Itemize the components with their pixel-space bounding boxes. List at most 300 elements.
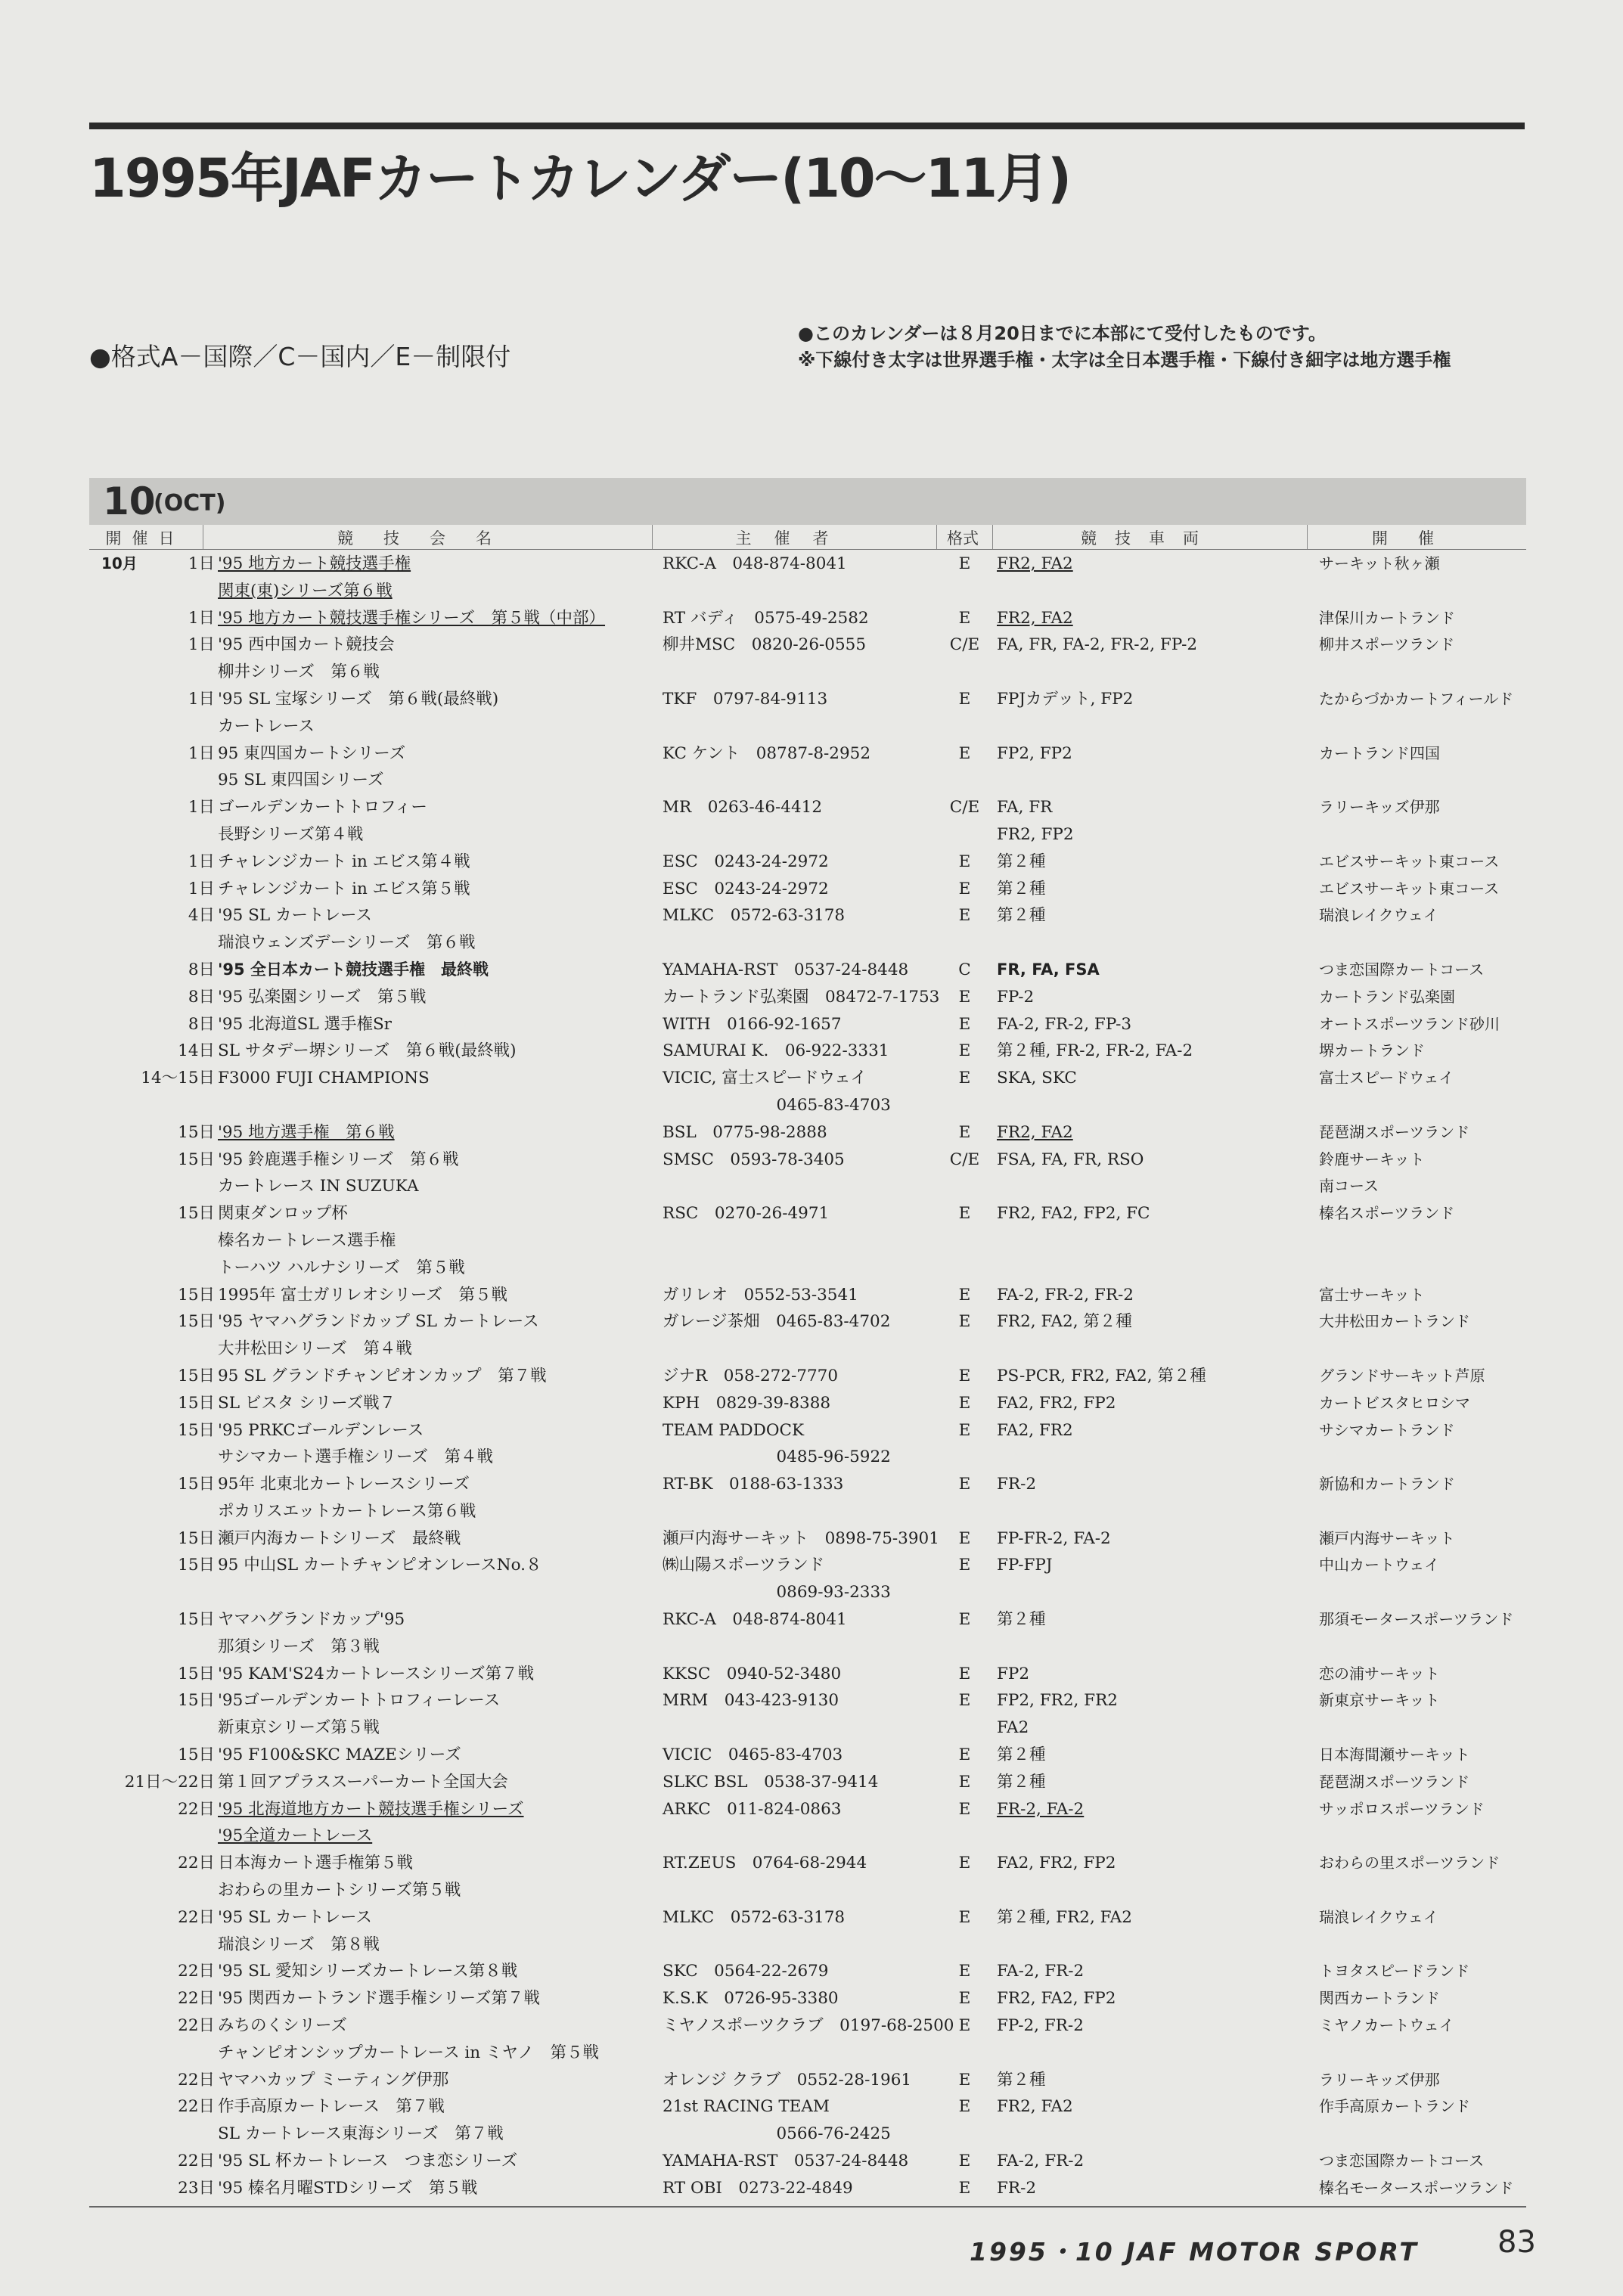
cell-venue: 富士サーキット	[1319, 1285, 1425, 1304]
table-row	[89, 2093, 1526, 2121]
table-row	[89, 794, 1526, 821]
cell-format: E	[958, 608, 971, 628]
col-vehicle: 競技車両	[1081, 529, 1217, 548]
cell-vehicle: 第２種	[997, 879, 1046, 898]
cell-event-name: トーハツ ハルナシリーズ 第５戦	[218, 1258, 465, 1277]
table-row	[89, 2040, 1526, 2067]
table-row	[89, 1552, 1526, 1579]
cell-organizer: YAMAHA-RST 0537-24-8448	[663, 2152, 909, 2171]
cell-event-name: SL サタデー堺シリーズ 第６戦(最終戦)	[218, 1041, 517, 1061]
cell-vehicle: FR2, FA2	[997, 1122, 1073, 1142]
cell-vehicle: FSA, FA, FR, RSO	[997, 1150, 1144, 1169]
cell-date: 22日	[178, 2097, 215, 2117]
cell-venue: 琵琶湖スポーツランド	[1319, 1772, 1470, 1791]
month-number: 10	[103, 479, 156, 523]
cell-organizer: MRM 043-423-9130	[663, 1691, 839, 1711]
cell-venue: ラリーキッズ伊那	[1319, 798, 1440, 817]
table-row	[89, 1038, 1526, 1065]
table-row	[89, 1525, 1526, 1553]
cell-date: 21日〜22日	[124, 1772, 215, 1792]
table-row	[89, 578, 1526, 605]
cell-event-name: 95年 北東北カートレースシリーズ	[218, 1475, 470, 1494]
format-legend: ●格式A－国際／C－国内／E－制限付	[89, 342, 511, 371]
cell-format: E	[958, 1962, 971, 1981]
table-row	[89, 929, 1526, 957]
table-row	[89, 984, 1526, 1011]
cell-format: C/E	[949, 635, 980, 655]
cell-date: 8日	[188, 960, 215, 979]
table-row	[89, 1661, 1526, 1688]
col-venue: 開催	[1372, 529, 1464, 548]
cell-organizer: RT OBI 0273-22-4849	[663, 2178, 853, 2198]
cell-venue: トヨタスピードランド	[1319, 1962, 1470, 1981]
table-row	[89, 1606, 1526, 1634]
cell-event-name: 榛名カートレース選手権	[218, 1230, 396, 1250]
cell-date: 14〜15日	[141, 1069, 215, 1088]
cell-date: 15日	[178, 1366, 215, 1385]
cell-date: 8日	[188, 987, 215, 1007]
cell-format: E	[958, 2097, 971, 2117]
cell-organizer: 0465-83-4703	[663, 1095, 891, 1115]
cell-date: 1日	[188, 554, 215, 573]
cell-date: 22日	[178, 2070, 215, 2090]
cell-organizer: SAMURAI K. 06-922-3331	[663, 1041, 889, 1061]
cell-date: 15日	[178, 1475, 215, 1494]
cell-date: 22日	[178, 1962, 215, 1981]
month-header	[89, 478, 1526, 525]
table-row	[89, 1823, 1526, 1850]
cell-format: E	[958, 1907, 971, 1927]
cell-vehicle: FA, FR, FA-2, FR-2, FP-2	[997, 635, 1198, 655]
cell-date: 15日	[178, 1745, 215, 1765]
cell-event-name: おわらの里カートシリーズ第５戦	[218, 1881, 461, 1900]
cell-organizer: WITH 0166-92-1657	[663, 1014, 842, 1034]
cell-format: E	[958, 743, 971, 763]
cell-venue: おわらの里スポーツランド	[1319, 1854, 1500, 1872]
note-line: ●このカレンダーは８月20日までに本部にて受付したものです。	[798, 323, 1327, 344]
cell-vehicle: FP-FPJ	[997, 1556, 1053, 1575]
cell-event-name: 95 SL グランドチャンピオンカップ 第７戦	[218, 1366, 547, 1385]
cell-organizer: RKC-A 048-874-8041	[663, 554, 847, 573]
cell-date: 15日	[178, 1528, 215, 1548]
cell-organizer: 0566-76-2425	[663, 2124, 891, 2144]
cell-format: E	[958, 1745, 971, 1765]
cell-event-name: 作手高原カートレース 第７戦	[218, 2097, 445, 2117]
cell-venue: サッポロスポーツランド	[1319, 1799, 1485, 1818]
cell-format: E	[958, 1854, 971, 1873]
cell-organizer: 0869-93-2333	[663, 1583, 891, 1603]
cell-format: E	[958, 1610, 971, 1630]
cell-date: 22日	[178, 2152, 215, 2171]
table-row	[89, 1444, 1526, 1471]
table-row	[89, 1931, 1526, 1959]
cell-vehicle: 第２種	[997, 1745, 1046, 1765]
cell-vehicle: FA2, FR2, FP2	[997, 1393, 1116, 1413]
cell-vehicle: FR2, FP2	[997, 824, 1074, 844]
cell-event-name: '95 榛名月曜STDシリーズ 第５戦	[218, 2178, 478, 2198]
cell-venue: エビスサーキット東コース	[1319, 852, 1500, 870]
cell-vehicle: SKA, SKC	[997, 1069, 1077, 1088]
cell-event-name: '95 地方カート競技選手権	[218, 554, 411, 573]
cell-venue: 関西カートランド	[1319, 1989, 1440, 2008]
cell-venue: 琵琶湖スポーツランド	[1319, 1122, 1470, 1141]
cell-organizer: YAMAHA-RST 0537-24-8448	[663, 960, 909, 979]
cell-vehicle: FP-2	[997, 987, 1035, 1007]
cell-format: E	[958, 1799, 971, 1819]
cell-date: 1日	[188, 608, 215, 628]
table-row	[89, 2012, 1526, 2040]
cell-organizer: 瀬戸内海サーキット 0898-75-3901	[663, 1528, 939, 1548]
table-row	[89, 1065, 1526, 1092]
table-row	[89, 551, 1526, 578]
cell-event-name: 1995年 富士ガリレオシリーズ 第５戦	[218, 1285, 507, 1305]
cell-date: 15日	[178, 1393, 215, 1413]
col-event: 競技会名	[337, 529, 522, 548]
cell-event-name: チャレンジカート in エビス第４戦	[218, 852, 470, 871]
cell-vehicle: 第２種, FR2, FA2	[997, 1907, 1132, 1927]
table-row	[89, 1850, 1526, 1877]
cell-event-name: 柳井シリーズ 第６戦	[218, 662, 380, 682]
cell-vehicle: FP2, FR2, FR2	[997, 1691, 1118, 1711]
cell-vehicle: FR2, FA2	[997, 554, 1073, 573]
cell-date: 15日	[178, 1664, 215, 1683]
cell-event-name: '95 KAM'S24カートレースシリーズ第７戦	[218, 1664, 535, 1683]
cell-event-name: '95 鈴鹿選手権シリーズ 第６戦	[218, 1150, 459, 1169]
table-row	[89, 2148, 1526, 2175]
table-row	[89, 1634, 1526, 1661]
cell-vehicle: 第２種	[997, 1610, 1046, 1630]
cell-event-name: 日本海カート選手権第５戦	[218, 1854, 414, 1873]
cell-vehicle: 第２種	[997, 852, 1046, 871]
cell-organizer: SMSC 0593-78-3405	[663, 1150, 845, 1169]
cell-event-name: ポカリスエットカートレース第６戦	[218, 1501, 476, 1521]
cell-venue: 新東京サーキット	[1319, 1691, 1440, 1710]
cell-format: E	[958, 1528, 971, 1548]
cell-vehicle: 第２種, FR-2, FR-2, FA-2	[997, 1041, 1193, 1061]
cell-venue: 榛名スポーツランド	[1319, 1204, 1455, 1223]
cell-event-name: チャレンジカート in エビス第５戦	[218, 879, 470, 898]
cell-event-name: 長野シリーズ第４戦	[218, 824, 364, 844]
cell-organizer: RT-BK 0188-63-1333	[663, 1475, 844, 1494]
cell-date: 15日	[178, 1204, 215, 1224]
cell-organizer: BSL 0775-98-2888	[663, 1122, 827, 1142]
cell-event-name: 瑞浪シリーズ 第８戦	[218, 1935, 380, 1954]
cell-organizer: VICIC 0465-83-4703	[663, 1745, 843, 1765]
cell-date: 14日	[178, 1041, 215, 1061]
cell-venue: 作手高原カートランド	[1319, 2097, 1470, 2116]
cell-format: E	[958, 906, 971, 926]
cell-venue: 柳井スポーツランド	[1319, 635, 1455, 654]
cell-date: 8日	[188, 1014, 215, 1034]
cell-date: 4日	[188, 906, 215, 926]
table-row	[89, 876, 1526, 903]
cell-vehicle: 第２種	[997, 906, 1046, 926]
cell-format: E	[958, 1122, 971, 1142]
cell-event-name: '95 地方選手権 第６戦	[218, 1122, 395, 1142]
cell-vehicle: FR2, FA2, 第２種	[997, 1312, 1132, 1332]
cell-date: 22日	[178, 1907, 215, 1927]
table-row	[89, 605, 1526, 632]
table-row	[89, 1227, 1526, 1255]
cell-event-name: '95 SL カートレース	[218, 906, 372, 926]
cell-format: E	[958, 1393, 971, 1413]
cell-event-name: '95 北海道SL 選手権Sr	[218, 1014, 392, 1034]
table-row	[89, 1687, 1526, 1714]
cell-venue: 鈴鹿サーキット	[1319, 1150, 1425, 1168]
cell-vehicle: FA2, FR2, FP2	[997, 1854, 1116, 1873]
cell-format: E	[958, 2070, 971, 2090]
cell-date: 15日	[178, 1312, 215, 1332]
col-divider	[936, 525, 937, 549]
cell-organizer: ガレージ茶畑 0465-83-4702	[663, 1312, 891, 1332]
cell-organizer: RT バディ 0575-49-2582	[663, 608, 869, 628]
cell-date: 1日	[188, 798, 215, 818]
cell-organizer: RSC 0270-26-4971	[663, 1204, 830, 1224]
cell-date: 15日	[178, 1610, 215, 1630]
cell-event-name: カートレース IN SUZUKA	[218, 1177, 419, 1196]
cell-event-name: F3000 FUJI CHAMPIONS	[218, 1069, 430, 1088]
cell-format: E	[958, 689, 971, 709]
cell-format: E	[958, 1691, 971, 1711]
cell-event-name: '95 関西カートランド選手権シリーズ第７戦	[218, 1989, 541, 2009]
cell-vehicle: FP-2, FR-2	[997, 2016, 1084, 2036]
cell-vehicle: FP-FR-2, FA-2	[997, 1528, 1111, 1548]
cell-vehicle: FA2	[997, 1718, 1029, 1738]
cell-venue: 瀬戸内海サーキット	[1319, 1528, 1455, 1547]
table-row	[89, 2175, 1526, 2202]
cell-format: E	[958, 2152, 971, 2171]
cell-event-name: ヤマハグランドカップ'95	[218, 1610, 405, 1630]
cell-date: 1日	[188, 852, 215, 871]
cell-vehicle: PS-PCR, FR2, FA2, 第２種	[997, 1366, 1206, 1385]
cell-date: 1日	[188, 879, 215, 898]
cell-organizer: TKF 0797-84-9113	[663, 689, 828, 709]
table-row	[89, 1255, 1526, 1282]
cell-organizer: MR 0263-46-4412	[663, 798, 823, 818]
cell-vehicle: FA, FR	[997, 798, 1053, 818]
table-row	[89, 1958, 1526, 1985]
table-row	[89, 1200, 1526, 1227]
cell-date: 15日	[178, 1285, 215, 1305]
cell-vehicle: FR-2	[997, 2178, 1037, 2198]
cell-format: E	[958, 2016, 971, 2036]
cell-format: E	[958, 1312, 971, 1332]
column-header-row	[89, 525, 1526, 550]
cell-vehicle: FR2, FA2, FP2, FC	[997, 1204, 1150, 1224]
table-row	[89, 1282, 1526, 1309]
cell-vehicle: FPJカデット, FP2	[997, 689, 1134, 709]
cell-event-name: サシマカート選手権シリーズ 第４戦	[218, 1447, 493, 1467]
cell-event-name: みちのくシリーズ	[218, 2016, 347, 2036]
cell-venue: 日本海間瀬サーキット	[1319, 1745, 1470, 1764]
cell-format: E	[958, 1204, 971, 1224]
cell-venue: つま恋国際カートコース	[1319, 2152, 1485, 2170]
cell-format: E	[958, 852, 971, 871]
cell-event-name: 95 東四国カートシリーズ	[218, 743, 406, 763]
cell-format: E	[958, 1420, 971, 1440]
cell-event-name: チャンピオンシップカートレース in ミヤノ 第５戦	[218, 2043, 600, 2062]
table-row	[89, 631, 1526, 659]
cell-venue: オートスポーツランド砂川	[1319, 1014, 1500, 1033]
cell-event-name: 大井松田シリーズ 第４戦	[218, 1339, 412, 1359]
table-row	[89, 713, 1526, 740]
cell-format: E	[958, 1664, 971, 1683]
cell-organizer: TEAM PADDOCK	[663, 1420, 805, 1440]
cell-venue: つま恋国際カートコース	[1319, 960, 1485, 979]
cell-vehicle: FA2, FR2	[997, 1420, 1073, 1440]
cell-event-name: '95全道カートレース	[218, 1826, 373, 1846]
table-row	[89, 2067, 1526, 2094]
cell-month: 10月	[101, 554, 138, 572]
cell-event-name: 関東(東)シリーズ第６戦	[218, 581, 393, 600]
cell-vehicle: FA-2, FR-2, FR-2	[997, 1285, 1134, 1305]
cell-venue: 津保川カートランド	[1319, 608, 1455, 627]
cell-organizer: KKSC 0940-52-3480	[663, 1664, 842, 1683]
cell-event-name: '95ゴールデンカートトロフィーレース	[218, 1691, 501, 1711]
cell-event-name: '95 SL カートレース	[218, 1907, 372, 1927]
notes-block	[798, 321, 1451, 374]
cell-date: 22日	[178, 2016, 215, 2036]
cell-event-name: '95 SL 愛知シリーズカートレース第８戦	[218, 1962, 518, 1981]
cell-date: 1日	[188, 743, 215, 763]
table-row	[89, 1769, 1526, 1796]
table-row	[89, 2121, 1526, 2148]
cell-vehicle: FP2	[997, 1664, 1030, 1683]
cell-event-name: '95 SL 宝塚シリーズ 第６戦(最終戦)	[218, 689, 499, 709]
table-row	[89, 1417, 1526, 1444]
table-row	[89, 1336, 1526, 1363]
cell-organizer: ジナR 058-272-7770	[663, 1366, 839, 1385]
cell-event-name: ゴールデンカートトロフィー	[218, 798, 427, 818]
cell-event-name: SL カートレース東海シリーズ 第７戦	[218, 2124, 504, 2144]
cell-vehicle: FR, FA, FSA	[997, 960, 1100, 979]
cell-venue: エビスサーキット東コース	[1319, 879, 1500, 898]
cell-vehicle: FP2, FP2	[997, 743, 1072, 763]
table-row	[89, 1119, 1526, 1146]
cell-event-name: 瑞浪ウェンズデーシリーズ 第６戦	[218, 933, 476, 953]
col-divider	[992, 525, 993, 549]
table-row	[89, 1363, 1526, 1390]
cell-date: 23日	[178, 2178, 215, 2198]
cell-venue: カートランド弘楽園	[1319, 987, 1455, 1006]
cell-organizer: MLKC 0572-63-3178	[663, 906, 846, 926]
cell-event-name: 95 中山SL カートチャンピオンレースNo.８	[218, 1556, 542, 1575]
cell-organizer: ARKC 011-824-0863	[663, 1799, 842, 1819]
page-title: 1995年JAFカートカレンダー(10〜11月)	[89, 147, 1071, 209]
cell-format: E	[958, 879, 971, 898]
table-row	[89, 659, 1526, 686]
note-line: ※下線付き太字は世界選手権・太字は全日本選手権・下線付き細字は地方選手権	[798, 349, 1451, 371]
cell-venue: 榛名モータースポーツランド	[1319, 2178, 1514, 2197]
footer-rule	[89, 2206, 1526, 2208]
cell-format: E	[958, 1285, 971, 1305]
cell-venue: サシマカートランド	[1319, 1420, 1455, 1439]
cell-event-name: '95 弘楽園シリーズ 第５戦	[218, 987, 427, 1007]
cell-organizer: KPH 0829-39-8388	[663, 1393, 831, 1413]
cell-organizer: KC ケント 08787-8-2952	[663, 743, 871, 763]
cell-venue: 新協和カートランド	[1319, 1475, 1455, 1494]
cell-event-name: '95 F100&SKC MAZEシリーズ	[218, 1745, 461, 1765]
table-row	[89, 1985, 1526, 2012]
table-row	[89, 1877, 1526, 1904]
cell-event-name: 95 SL 東四国シリーズ	[218, 771, 384, 790]
cell-organizer: ガリレオ 0552-53-3541	[663, 1285, 858, 1305]
table-row	[89, 1390, 1526, 1417]
table-row	[89, 1742, 1526, 1769]
cell-event-name: '95 PRKCゴールデンレース	[218, 1420, 424, 1440]
cell-venue: 瑞浪レイクウェイ	[1319, 906, 1438, 925]
cell-venue: カートランド四国	[1319, 743, 1440, 762]
cell-format: E	[958, 1069, 971, 1088]
cell-event-name: 瀬戸内海カートシリーズ 最終戦	[218, 1528, 461, 1548]
cell-vehicle: FR2, FA2	[997, 2097, 1073, 2117]
cell-venue: 富士スピードウェイ	[1319, 1069, 1454, 1087]
cell-vehicle: FR-2	[997, 1475, 1037, 1494]
cell-venue: グランドサーキット芦原	[1319, 1366, 1485, 1385]
cell-venue: 堺カートランド	[1319, 1041, 1425, 1060]
col-divider	[652, 525, 653, 549]
cell-date: 22日	[178, 1989, 215, 2009]
cell-organizer: RKC-A 048-874-8041	[663, 1610, 847, 1630]
cell-organizer: ㈱山陽スポーツランド	[663, 1556, 825, 1575]
cell-event-name: '95 SL 杯カートレース つま恋シリーズ	[218, 2152, 518, 2171]
col-divider	[1307, 525, 1308, 549]
cell-date: 22日	[178, 1854, 215, 1873]
cell-vehicle: FR2, FA2, FP2	[997, 1989, 1116, 2009]
cell-organizer: 柳井MSC 0820-26-0555	[663, 635, 867, 655]
table-row	[89, 1904, 1526, 1931]
table-row	[89, 957, 1526, 984]
cell-event-name: 那須シリーズ 第３戦	[218, 1637, 380, 1656]
cell-vehicle: 第２種	[997, 2070, 1046, 2090]
table-row	[89, 1579, 1526, 1606]
cell-date: 15日	[178, 1556, 215, 1575]
page-number: 83	[1497, 2225, 1536, 2260]
cell-event-name: '95 全日本カート競技選手権 最終戦	[218, 960, 489, 979]
table-row	[89, 1146, 1526, 1174]
table-row	[89, 767, 1526, 794]
cell-format: E	[958, 1475, 971, 1494]
cell-event-name: カートレース	[218, 716, 315, 736]
cell-event-name: 関東ダンロップ杯	[218, 1204, 348, 1224]
cell-format: C/E	[949, 1150, 980, 1169]
table-row	[89, 686, 1526, 713]
cell-format: C/E	[949, 798, 980, 818]
cell-organizer: ミヤノスポーツクラブ 0197-68-2500	[663, 2016, 954, 2036]
cell-event-name: '95 地方カート競技選手権シリーズ 第５戦（中部）	[218, 608, 606, 628]
cell-vehicle: FA-2, FR-2	[997, 2152, 1085, 2171]
cell-date: 1日	[188, 689, 215, 709]
cell-date: 15日	[178, 1150, 215, 1169]
cell-organizer: ESC 0243-24-2972	[663, 852, 829, 871]
cell-venue: 恋の浦サーキット	[1319, 1664, 1440, 1683]
table-row	[89, 1471, 1526, 1498]
cell-event-name: '95 北海道地方カート競技選手権シリーズ	[218, 1799, 524, 1819]
cell-format: E	[958, 987, 971, 1007]
cell-event-name: 第１回アプラススーパーカート全国大会	[218, 1772, 508, 1792]
cell-organizer: SKC 0564-22-2679	[663, 1962, 829, 1981]
cell-format: E	[958, 1041, 971, 1061]
cell-venue: 中山カートウェイ	[1319, 1556, 1440, 1575]
cell-event-name: '95 西中国カート競技会	[218, 635, 395, 655]
table-row	[89, 1498, 1526, 1525]
cell-venue: カートビスタヒロシマ	[1319, 1393, 1470, 1412]
cell-venue: 瑞浪レイクウェイ	[1319, 1907, 1438, 1926]
cell-vehicle: 第２種	[997, 1772, 1046, 1792]
cell-event-name: '95 ヤマハグランドカップ SL カートレース	[218, 1312, 539, 1332]
table-row	[89, 1173, 1526, 1200]
cell-organizer: MLKC 0572-63-3178	[663, 1907, 846, 1927]
